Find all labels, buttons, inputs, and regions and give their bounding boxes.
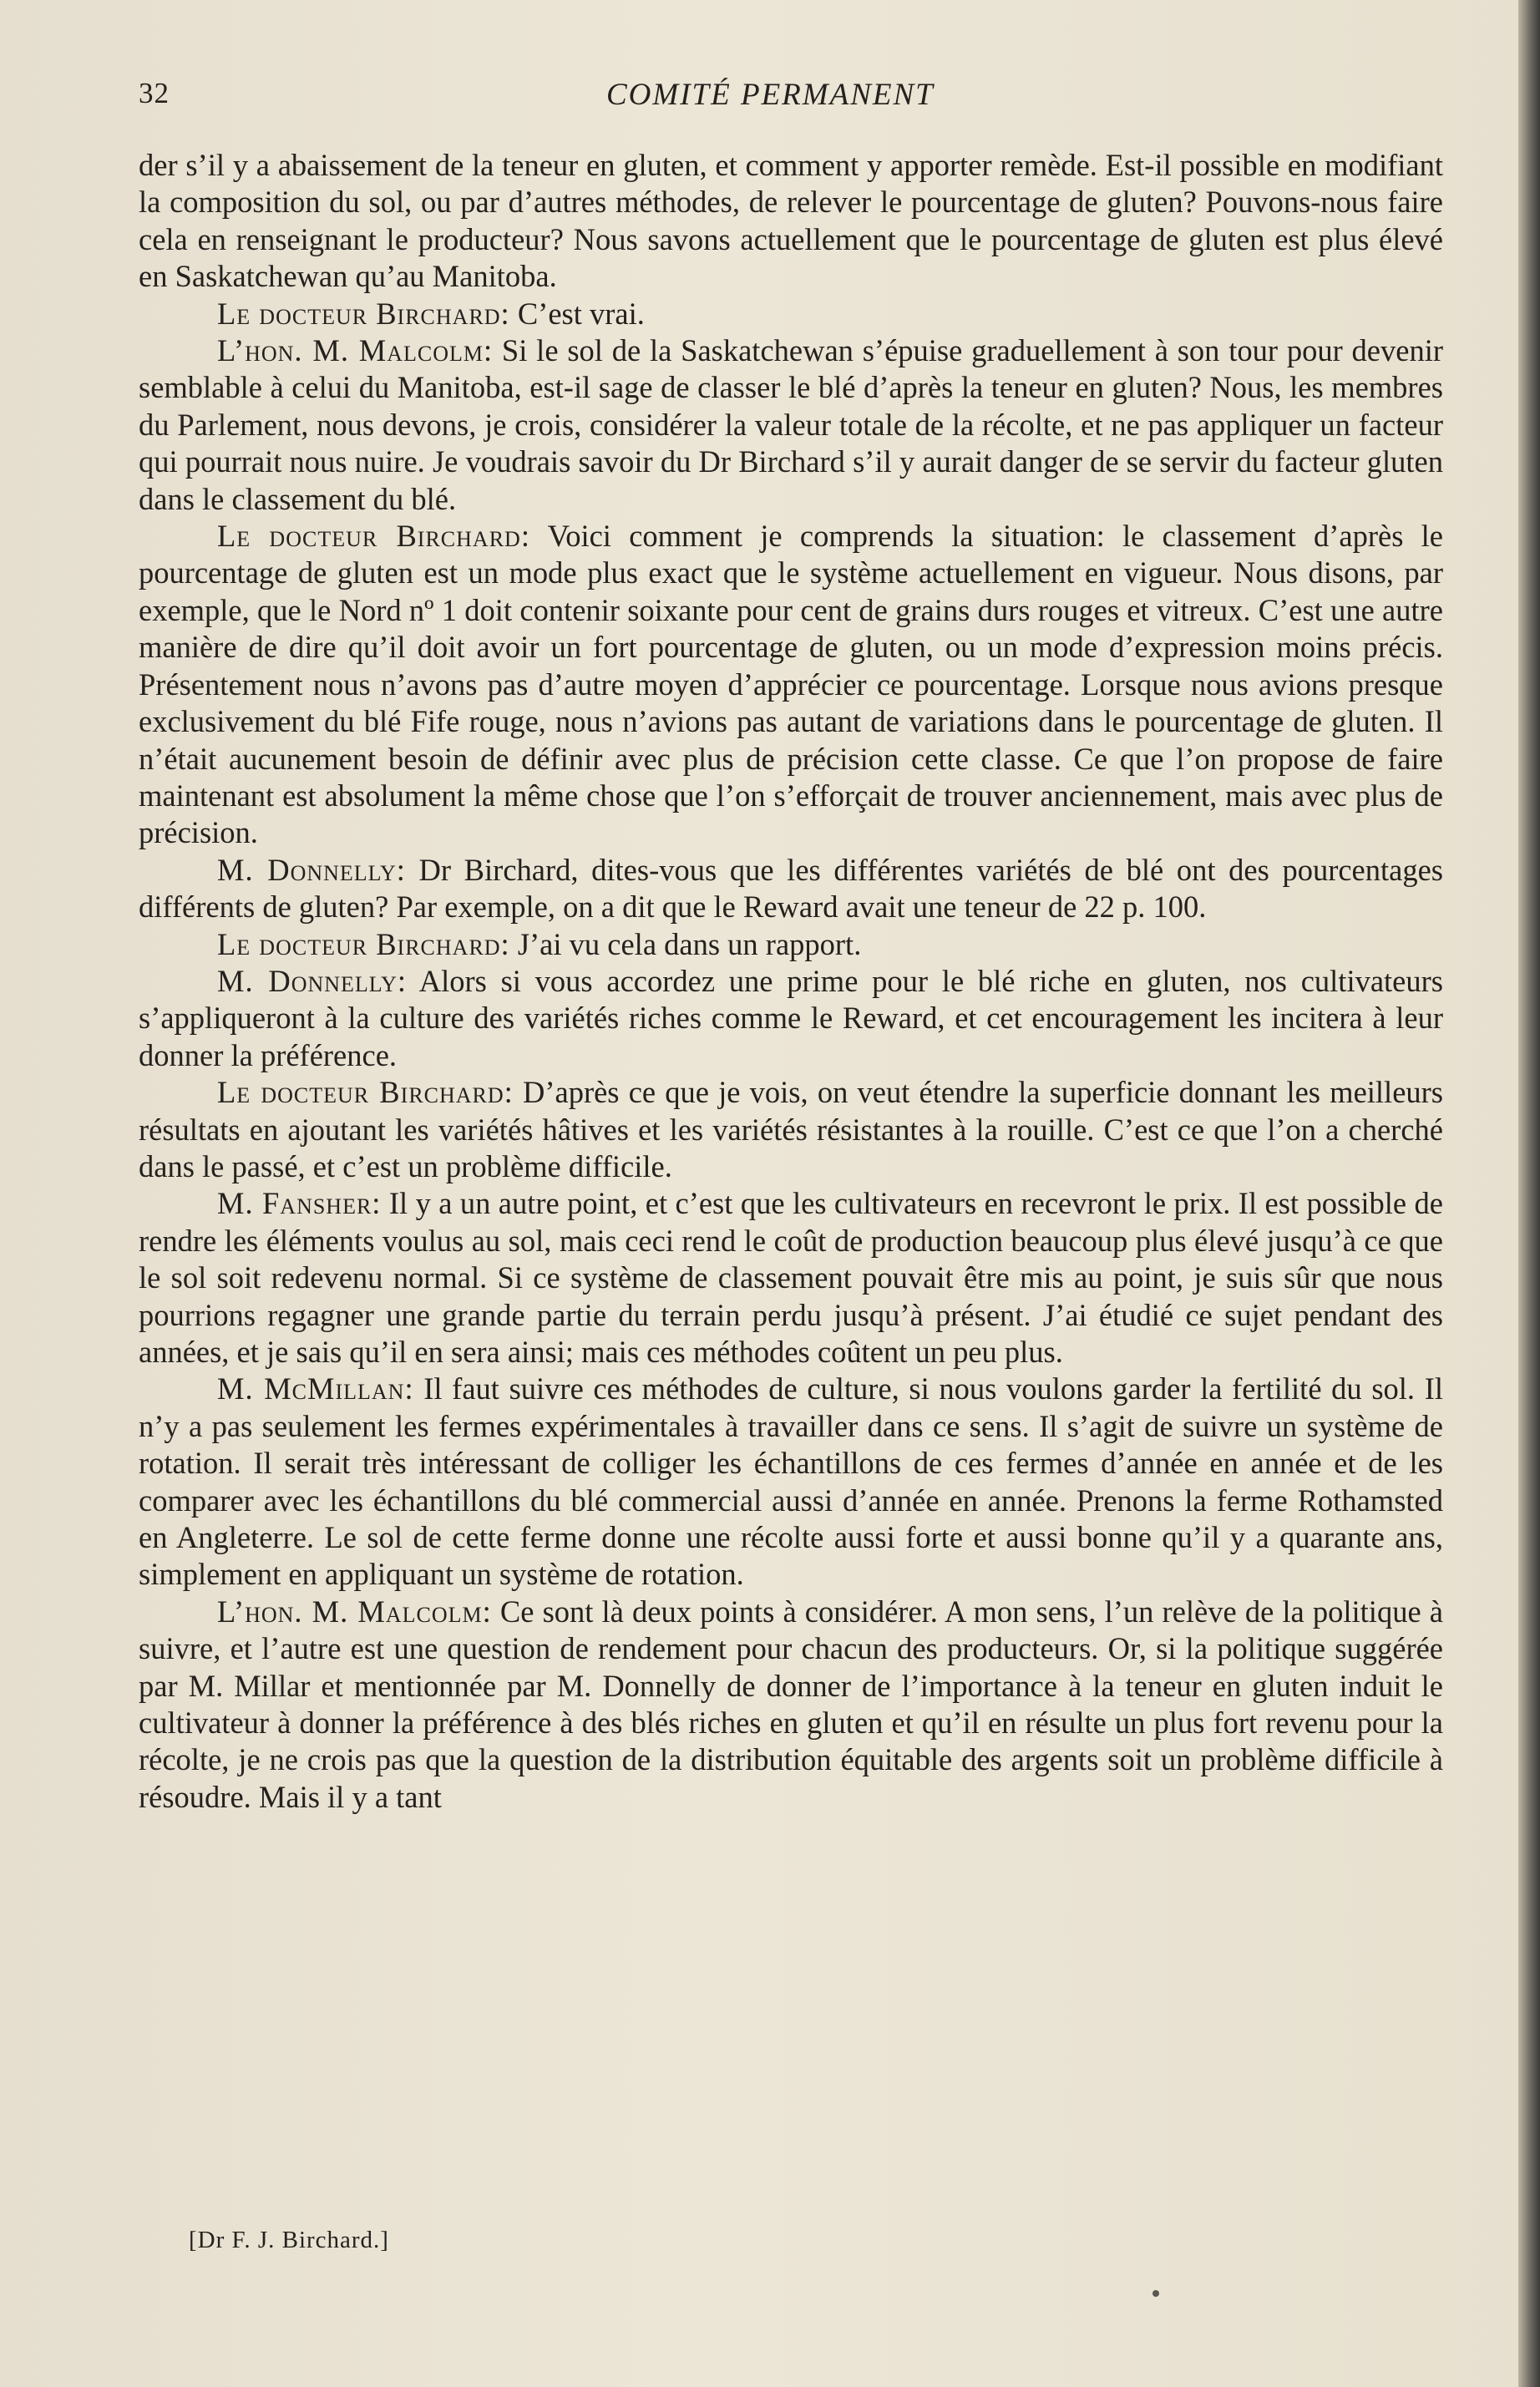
page-header: [139, 77, 1441, 119]
paragraph: [139, 332, 1443, 518]
paragraph-text: der s’il y a abaissement de la teneur en gluten, et comment y apporter remède. Est-il possible en modifiant la composition du sol, ou par d’autres méthodes, de relever le pourcentage de gluten? Pouvons-nous faire cela en renseignant le producteur? Nous savons actuellement que le pourcentage de gluten est plus élevé en Saskatchewan qu’au Manitoba.: [139, 148, 1443, 294]
speaker-name: M. Donnelly:: [217, 852, 406, 887]
paragraph-text: Ce sont là deux points à considérer. A mon sens, l’un relève de la politique à suivre, et l’autre est une question de rendement pour chacun des producteurs. Or, si la politique suggérée par M. Millar et mentionnée par M. Donnelly de donner de l’importance à la teneur en gluten induit le cultivateur à donner la préférence à des blés riches en gluten et qu’il en résulte un plus fort revenu pour la récolte, je ne crois pas que la question de la distribution équitable des argents soit un problème difficile à résoudre. Mais il y a tant: [139, 1594, 1443, 1814]
ink-speck: [1152, 2290, 1159, 2297]
paragraph-text: Il faut suivre ces méthodes de culture, si nous voulons garder la fertilité du sol. Il n’y a pas seulement les fermes expérimentales à travailler dans ce sens. Il s’agit de suivre un système de rotation. Il serait très intéressant de colliger les échantillons de ces fermes d’année en année et de les comparer avec les échantillons du blé commercial aussi d’année en année. Prenons la ferme Rothamsted en Angleterre. Le sol de cette ferme donne une récolte aussi forte et aussi bonne qu’il y a quarante ans, simplement en appliquant un système de rotation.: [139, 1371, 1443, 1592]
paragraph: [139, 1594, 1443, 1816]
body-text: [139, 147, 1443, 1816]
paragraph-text: Voici comment je comprends la situation: le classement d’après le pourcentage de gluten est un mode plus exact que le système actuellement en vigueur. Nous disons, par exemple, que le Nord nº 1 doit contenir soixante pour cent de grains durs rouges et vitreux. C’est une autre manière de dire qu’il doit avoir un fort pourcentage de gluten, ou un mode d’expression moins précis. Présentement nous n’avons pas d’autre moyen d’apprécier ce pourcentage. Lorsque nous avions presque exclusivement du blé Fife rouge, nous n’avions pas autant de variations dans le pourcentage de gluten. Il n’était aucunement besoin de définir avec plus de précision cette classe. Ce que l’on propose de faire maintenant est absolument la même chose que l’on s’efforçait de trouver anciennement, mais avec plus de précision.: [139, 519, 1443, 850]
speaker-name: Le docteur Birchard:: [217, 926, 510, 961]
paragraph: [139, 963, 1443, 1074]
paragraph: [139, 1185, 1443, 1371]
paragraph: [139, 518, 1443, 852]
paragraph-text: Dr Birchard, dites-vous que les différentes variétés de blé ont des pourcentages différents de gluten? Par exemple, on a dit que le Reward avait une teneur de 22 p. 100.: [139, 852, 1443, 925]
paragraph: [139, 852, 1443, 926]
paragraph-text: Si le sol de la Saskatchewan s’épuise graduellement à son tour pour devenir semblable à celui du Manitoba, est-il sage de classer le blé d’après la teneur en gluten? Nous, les membres du Parlement, nous devons, je crois, considérer la valeur totale de la récolte, et ne pas appliquer un facteur qui pourrait nous nuire. Je voudrais savoir du Dr Birchard s’il y aurait danger de se servir du facteur gluten dans le classement du blé.: [139, 333, 1443, 516]
paragraph: [139, 147, 1443, 296]
speaker-name: Le docteur Birchard:: [217, 1075, 514, 1110]
speaker-name: L’hon. M. Malcolm:: [217, 333, 494, 368]
page-number: 32: [139, 77, 170, 109]
running-head: COMITÉ PERMANENT: [606, 78, 935, 112]
speaker-name: Le docteur Birchard:: [217, 519, 530, 554]
speaker-name: Le docteur Birchard:: [217, 296, 510, 331]
paragraph: [139, 296, 1443, 332]
speaker-name: M. Donnelly:: [217, 963, 407, 998]
paragraph-text: J’ai vu cela dans un rapport.: [509, 926, 862, 961]
page-binding-edge: [1518, 0, 1540, 2387]
speaker-name: M. McMillan:: [217, 1371, 414, 1406]
paragraph-text: Alors si vous accordez une prime pour le blé riche en gluten, nos cultivateurs s’appliqueront à la culture des variétés riches comme le Reward, et cet encouragement les incitera à leur donner la préférence.: [139, 963, 1443, 1072]
paragraph: [139, 926, 1443, 963]
speaker-name: M. Fansher:: [217, 1186, 382, 1221]
paragraph-text: D’après ce que je vois, on veut étendre la superficie donnant les meilleurs résultats en ajoutant les variétés hâtives et les variétés résistantes à la rouille. C’est ce que l’on a cherché dans le passé, et c’est un problème difficile.: [139, 1075, 1444, 1183]
paragraph-text: C’est vrai.: [509, 296, 645, 331]
paragraph-text: Il y a un autre point, et c’est que les cultivateurs en recevront le prix. Il est possible de rendre les éléments voulus au sol, mais ceci rend le coût de production beaucoup plus élevé jusqu’à ce que le sol soit redevenu normal. Si ce système de classement pouvait être mis au point, je suis sûr que nous pourrions regagner une grande partie du terrain perdu jusqu’à présent. J’ai étudié ce sujet pendant des années, et je sais qu’il en sera ainsi; mais ces méthodes coûtent un peu plus.: [139, 1186, 1443, 1369]
paragraph: [139, 1371, 1443, 1593]
footer-speaker-note: [Dr F. J. Birchard.]: [189, 2227, 389, 2253]
speaker-name: L’hon. M. Malcolm:: [217, 1594, 492, 1629]
paragraph: [139, 1074, 1443, 1185]
